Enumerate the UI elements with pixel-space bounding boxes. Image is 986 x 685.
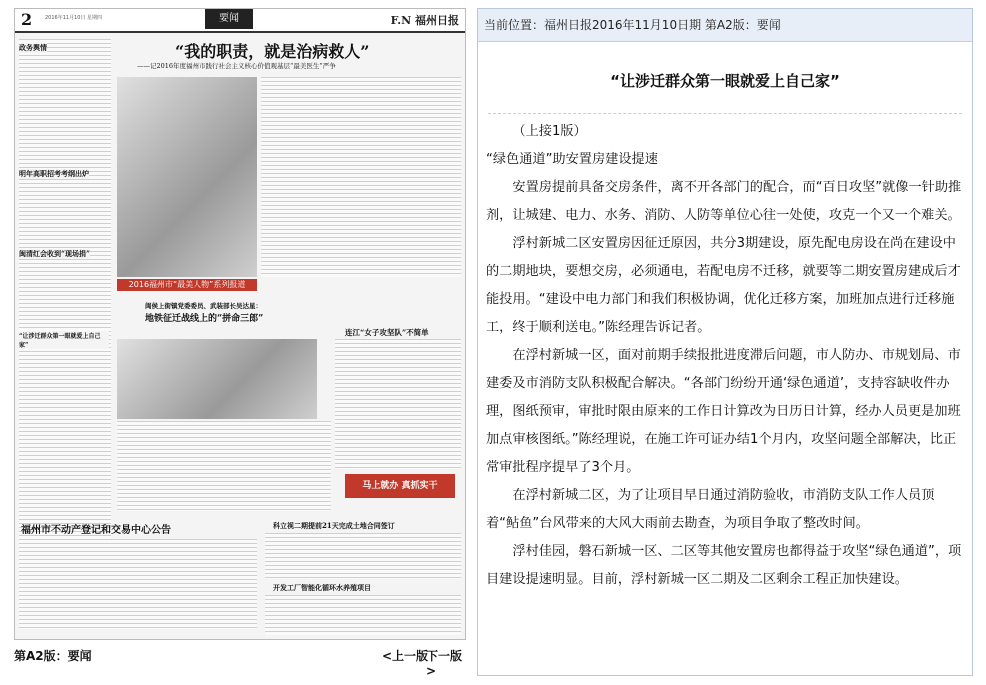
article-paragraph: 浮村佳园，磐石新城一区、二区等其他安置房也都得益于攻坚“绿色通道”，项目建设提速明显。目前，浮村新城一区二期及二区剩余工程正加快建设。 [486,544,962,587]
newspaper-main-subhead: ——记2016年度福州市践行社会主义核心价值观基层“最美医生”严争 [137,62,336,70]
newspaper-panel [6,6,466,678]
newspaper-headline-5: 科立视二期提前21天完成土地合同签订 [273,521,395,530]
newspaper-headline-2: 地铁征迁战线上的“拼命三郎” [145,314,264,324]
article-paragraph: 在浮村新城一区，面对前期手续报批进度滞后问题，市人防办、市规划局、市建委及市消防支队积极配合解决。“各部门纷纷开通‘绿色通道’，支持容缺收件办理，图纸预审，审批时限由原来的工作日计算改为日历日计算，经办人员更是加班加点审核图纸。”陈经理说，在施工许可证办结1个月内，攻坚问题全部解决，比正常审批程序提早了3个月。 [486,348,961,475]
newspaper-demolition-photo [117,339,317,419]
newspaper-headline-4: 福州市不动产登记和交易中心公告 [21,525,171,536]
newspaper-left-head-2: 明年高职招考考纲出炉 [19,169,89,178]
newspaper-headline-6: 开发工厂智能化循环水养殖项目 [273,583,371,592]
newspaper-date: 2016年11月10日 星期四 [45,15,103,21]
newspaper-page-number: 2 [21,10,33,29]
article-body [478,118,972,594]
newspaper-doctor-photo [117,77,257,277]
article-paragraph: “绿色通道”助安置房建设提速 [486,152,658,167]
newspaper-headline-3: 连江“女子攻坚队”不简单 [345,328,429,337]
prev-page-link[interactable]: <上一版 [382,649,429,663]
next-page-link[interactable]: 下一版> [426,649,463,678]
newspaper-promo-banner: 马上就办 真抓实干 [345,474,455,498]
article-paragraph: 浮村新城二区安置房因征迁原因，共分3期建设，原先配电房设在尚在建设中的二期地块，要想交房，必须通电，若配电房不迁移，就要等二期安置房建成后才能投用。“建设中电力部门和我们积极协调，优化迁移方案，加班加点进行迁移施工，终于顺利送电。”陈经理告诉记者。 [486,236,961,335]
newspaper-left-head-3: 闽清红会收到“现场捐” [19,249,91,258]
article-paragraph: 在浮村新城二区，为了让项目早日通过消防验收，市消防支队工作人员顶着“鲇鱼”台风带来的大风大雨前去勘查，为项目争取了整改时间。 [486,488,935,531]
newspaper-main-headline: “我的职责，就是治病救人” [175,42,370,61]
newspaper-article-columns [261,77,461,277]
newspaper-right-columns [335,339,461,469]
newspaper-bottom-right-columns [265,533,461,579]
newspaper-notice-text [21,539,257,629]
newspaper-kicker-2: 闽侯上街镇党委委员、武装部长吴达星： [145,302,262,310]
breadcrumb: 当前位置：福州日报2016年11月10日期 第A2版：要闻 [478,9,972,42]
newspaper-series-band: 2016福州市“最美人物”系列报道 [117,279,257,291]
newspaper-left-head-1: 政务舆情 [19,43,47,52]
newspaper-bottom-right-columns-2 [265,595,461,635]
article-paragraph: （上接1版） [512,124,587,139]
newspaper-masthead [15,9,465,33]
page-label: 第A2版：要闻 [14,649,92,663]
article-panel [477,8,973,676]
article-title: “让涉迁群众第一眼就爱上自己家” [610,72,840,90]
article-paragraph: 安置房提前具备交房条件，离不开各部门的配合，而“百日攻坚”就像一针助推剂，让城建、电力、水务、消防、人防等单位心往一处使，攻克一个又一个难关。 [486,180,962,223]
newspaper-left-head-4: “让涉迁群众第一眼就爱上自己家” [19,331,109,349]
newspaper-section-label: 要闻 [205,9,253,29]
page-pager [14,645,466,678]
newspaper-logo: F.N 福州日报 [390,14,459,27]
title-divider [488,113,962,114]
newspaper-mid-columns [117,421,331,511]
newspaper-page-image[interactable] [14,8,466,640]
